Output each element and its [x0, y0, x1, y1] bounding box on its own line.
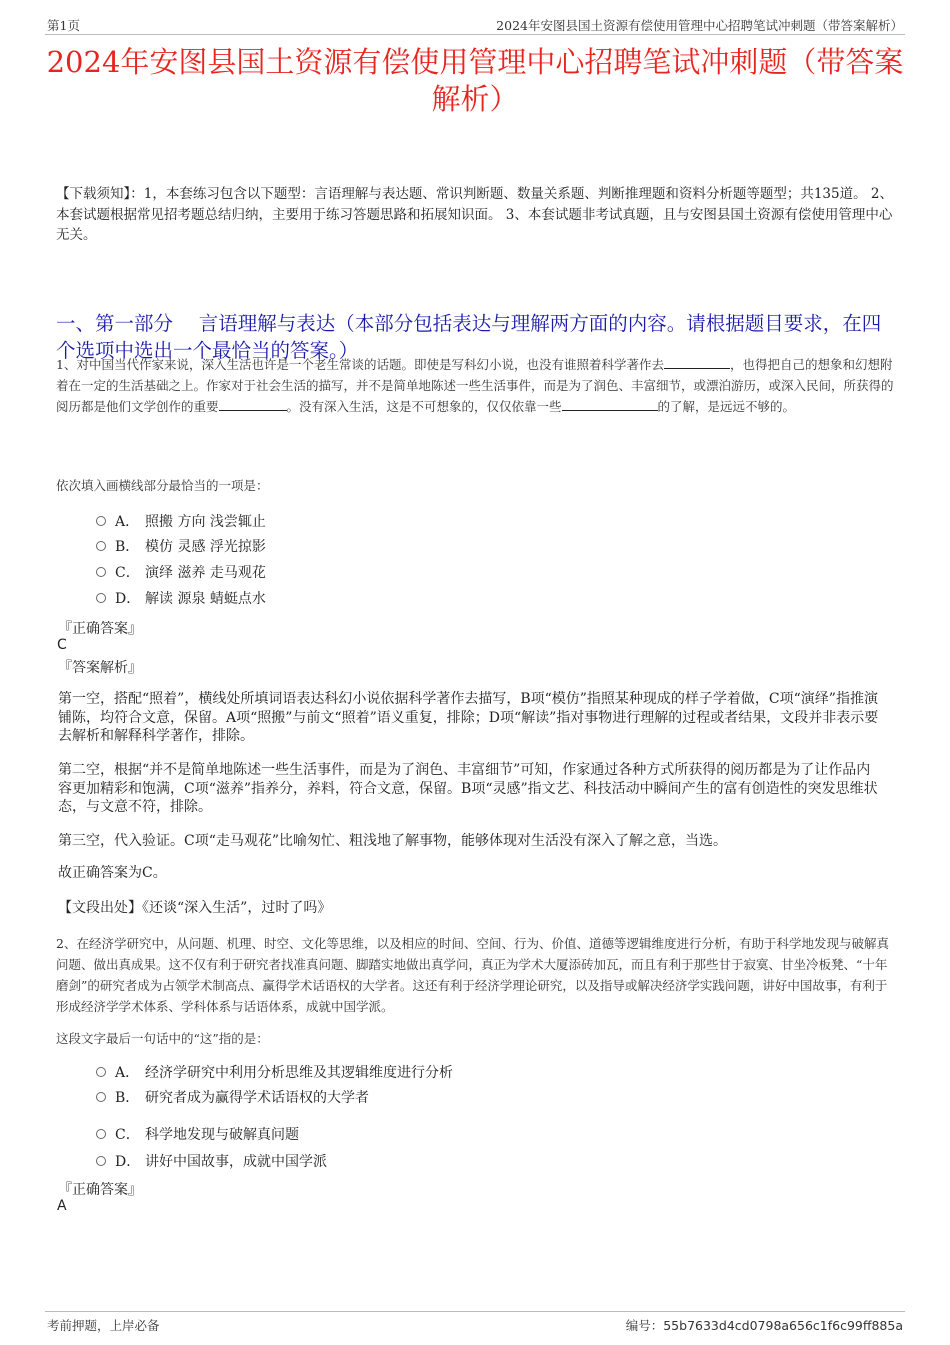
q1-answer-label: 『正确答案』 [58, 621, 142, 637]
q1-option-b[interactable]: B． 模仿 灵感 浮光掠影 [96, 537, 266, 557]
radio-icon[interactable] [96, 1129, 106, 1139]
q1-option-a[interactable]: A． 照搬 方向 浅尝辄止 [96, 512, 266, 532]
q1-analysis-paragraph: 第三空，代入验证。C项“走马观花”比喻匆忙、粗浅地了解事物，能够体现对生活没有深入了解之意，当选。 [58, 833, 728, 849]
code-value: 55b7633d4cd0798a656c1f6c99ff885a [663, 1318, 903, 1333]
q1-source: 【文段出处】《还谈“深入生活”，过时了吗》 [58, 900, 332, 916]
radio-icon[interactable] [96, 1092, 106, 1102]
page-footer [45, 1311, 905, 1334]
q1-option-c[interactable]: C． 演绎 滋养 走马观花 [96, 563, 266, 583]
q1-analysis-label: 『答案解析』 [58, 660, 142, 676]
question-1-stem: 1、对中国当代作家来说，深入生活也许是一个老生常谈的话题。即使是写科幻小说，也没有谁照着科学著作去 ，也得把自己的想象和幻想附着在一定的生活基础之上。作家对于社会生活的描写，并不是简单地陈述一些生活事件，而是为了润色、丰富细节，或漂泊游历，或深入民间，所获得的阅历都是他们文学创作的重要 。没有深入生活，这是不可想象的，仅仅依靠一些 的了解，是远远不够的。 [56, 357, 894, 414]
q1-analysis-paragraph: 第二空，根据“并不是简单地陈述一些生活事件，而是为了润色、丰富细节”可知，作家通过各种方式所获得的阅历都是为了让作品内容更加精彩和饱满，C项“滋养”指养分，养料，符合文意，保留。B项“灵感”指文艺、科技活动中瞬间产生的富有创造性的突发思维状态，与文意不符，排除。 [58, 762, 878, 815]
question-2-prompt: 这段文字最后一句话中的“这”指的是： [56, 1031, 269, 1046]
page-number: 第1页 [47, 18, 80, 33]
q2-answer: A [57, 1198, 67, 1214]
question-1-prompt: 依次填入画横线部分最恰当的一项是： [56, 478, 269, 493]
document-code [626, 1316, 903, 1334]
radio-icon[interactable] [96, 1067, 106, 1077]
q1-option-d[interactable]: D． 解读 源泉 蜻蜓点水 [96, 589, 266, 609]
fill-blank-1 [664, 355, 730, 369]
header-doc-title: 2024年安图县国土资源有偿使用管理中心招聘笔试冲刺题（带答案解析） [496, 18, 903, 33]
radio-icon[interactable] [96, 567, 106, 577]
radio-icon[interactable] [96, 1156, 106, 1166]
q2-option-a[interactable]: A． 经济学研究中利用分析思维及其逻辑维度进行分析 [96, 1063, 453, 1083]
page-header [45, 14, 905, 35]
q1-answer: C [57, 637, 67, 653]
fill-blank-2 [219, 397, 287, 411]
radio-icon[interactable] [96, 541, 106, 551]
question-2-stem: 2、在经济学研究中，从问题、机理、时空、文化等思维，以及相应的时间、空间、行为、价值、道德等逻辑维度进行分析，有助于科学地发现与破解真问题、做出真成果。这不仅有利于研究者找准真问题、脚踏实地做出真学问，真正为学术大厦添砖加瓦，而且有利于那些甘于寂寞、甘坐冷板凳、“十年磨剑”的研究者成为占领学术制高点、赢得学术话语权的大学者。这还有利于经济学理论研究，以及指导或解决经济学实践问题，讲好中国故事，有利于形成经济学学术体系、学科体系与话语体系，成就中国学派。 [56, 936, 889, 1014]
document-title: 2024年安图县国土资源有偿使用管理中心招聘笔试冲刺题（带答案解析） [46, 45, 904, 116]
q2-option-c[interactable]: C． 科学地发现与破解真问题 [96, 1125, 299, 1145]
radio-icon[interactable] [96, 516, 106, 526]
q2-option-d[interactable]: D． 讲好中国故事，成就中国学派 [96, 1152, 327, 1172]
fill-blank-3 [562, 397, 658, 411]
radio-icon[interactable] [96, 593, 106, 603]
section-heading: 一、第一部分 言语理解与表达（本部分包括表达与理解两方面的内容。请根据题目要求，在四个选项中选出一个最恰当的答案。） [56, 312, 882, 362]
download-notice: 【下载须知】：1，本套练习包含以下题型：言语理解与表达题、常识判断题、数量关系题、判断推理题和资料分析题等题型；共135道。 2、本套试题根据常见招考题总结归纳，主要用于练习答题思路和拓展知识面。 3、本套试题非考试真题，且与安图县国土资源有偿使用管理中心无关。 [56, 186, 893, 243]
q2-option-b[interactable]: B． 研究者成为赢得学术话语权的大学者 [96, 1088, 369, 1108]
q2-answer-label: 『正确答案』 [58, 1182, 142, 1198]
footer-slogan: 考前押题，上岸必备 [47, 1318, 160, 1333]
code-label: 编号： [625, 1318, 664, 1333]
q1-analysis-paragraph: 第一空，搭配“照着”，横线处所填词语表达科幻小说依据科学著作去描写，B项“模仿”指照某种现成的样子学着做，C项“演绎”指推演铺陈，均符合文意，保留。A项“照搬”与前文“照着”语义重复，排除；D项“解读”指对事物进行理解的过程或者结果，文段并非表示要去解析和解释科学著作，排除。 [58, 691, 879, 744]
q1-analysis-paragraph: 故正确答案为C。 [58, 865, 167, 881]
